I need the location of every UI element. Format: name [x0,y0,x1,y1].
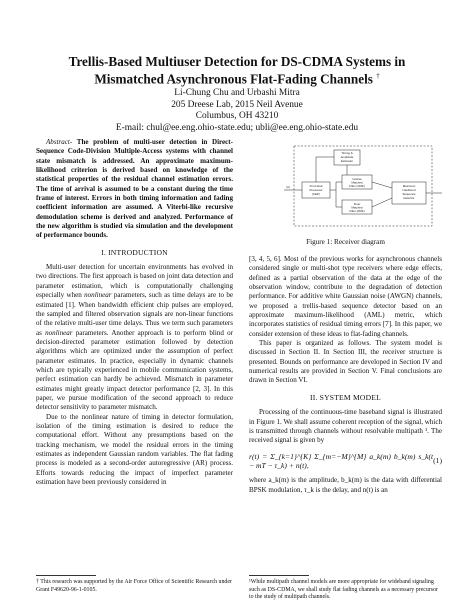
footnote-rule-left [36,575,96,576]
mlsd-label-4: Detector [403,196,415,200]
section-heading-introduction: I. INTRODUCTION [101,247,168,257]
fep-label-3: (FEP) [312,192,320,196]
system-paragraph-2: where a_k(m) is the amplitude, b_k(m) is the data with differential BPSK modulation, τ_k is the delay, and n(t) is an [249,476,442,494]
receiver-diagram [282,142,452,234]
right-paragraph-1: [3, 4, 5, 6]. Most of the previous works for asynchronous channels considered single or multi-shot type receivers where edge effects, defined as a partial observation of the data at the edge of the observation window, contribute to the degradation of detection performance. For additive white Gaussian noise (AWGN) channels, we proposed a trellis-based sequence detector based on an approximate maximum-likelihood (AML) metric, which incorporates statistics of residual timing errors [7]. In this paper, we consider extension of these ideas to flat-fading channels. [249,255,442,338]
equation-body: Σ_{k=1}^{K} Σ_{m=−M}^{M} a_k(m) b_k(m) s_k(t − mT − τ_k) + n(t), [249,451,434,470]
left-footnote-area [36,571,233,594]
fmf-label-1: Finer [353,202,361,206]
author-block [20,88,454,134]
title-line-2: Mismatched Asynchronous Flat-Fading Channels [94,71,373,87]
paper-title [20,54,454,86]
title-line-1: Trellis-Based Multiuser Detection for DS-CDMA Systems in [68,54,406,69]
right-paragraph-2: This paper is organized as follows. The system model is discussed in Section II. In Section III, the receiver structure is presented. Bounds on performance are developed in Section IV and numerical results are provided in Section V. Final conclusions are drawn in Section VI. [249,339,442,385]
cmf-label-2: Matched [351,180,363,185]
cmf-label-1: Coarse [352,177,362,181]
footnote-rule-right [249,575,309,576]
system-paragraph-1: Processing of the continuous-time baseband signal is illustrated in Figure 1. We shall assume coherent reception of the signal, which is transmitted through channels without resolvable multipath ¹. The received signal is given by [249,408,442,445]
mlsd-label-3: Sequence [402,192,416,196]
timing-label-1: Timing & [341,151,353,155]
timing-label-3: Estimator [340,159,354,163]
mlsd-label-1: Maximum [402,184,416,188]
title-footnote-mark: † [376,72,380,80]
intro-paragraph-2: Due to the nonlinear nature of timing in detector formulation, isolation of the timing estimation is desired to reduce the computational effort. Without any presumptions based on the tracking mechanism, we model the residual errors in the timing estimates as independent Gaussian random variables. The flat fading process is modeled as a second-order autoregressive (AR) process. Efforts towards reducing the impact of imperfect parameter estimation have been previously considered in [36,412,233,487]
author-email: E-mail: chul@ee.eng.ohio-state.edu; ubli@ee.eng.ohio-state.edu [115,122,359,133]
footnote-funding: † This research was supported by the Air Force Office of Scientific Research under Grant F49620-96-1-0105. [36,579,232,593]
mlsd-label-2: Likelihood [402,188,416,192]
input-label: r(t) [286,185,290,189]
equation-1 [249,452,442,471]
right-column [249,255,442,495]
fep-label-2: Processor [309,188,323,192]
footnote-multipath: ¹While multipath channel models are more appropriate for wideband signaling such as DS-CDMA, we shall study flat fading channels as a necessary precursor to the study of multipath channels. [249,579,438,600]
fmf-label-3: Filter (FMF) [349,209,365,213]
timing-label-2: Amplitude [340,155,354,159]
abstract [36,138,233,241]
author-names: Li-Chung Chu and Urbashi Mitra [174,88,300,98]
intro-paragraph-1: Multi-user detection for uncertain environments has evolved in two directions. The first approach is based on joint data detection and parameter estimation, which is computationally challenging especially when nonlinear parameters, such as time delays are to be estimated [1]. When bandwidth efficient chip pulses are employed, the sampled and filtered observation signals are non-linear functions of the relative multi-user time delays. Thus we term such parameters as nonlinear parameters. Another approach is to perform blind or decision-directed parameter estimation followed by detection algorithms which are optimized under the assumption of perfect parameter estimates. In practice, especially in dynamic channels which are typically experienced in mobile communication systems, perfect estimation can hardly be achieved. Mismatch in parameter estimates might greatly impact detector performance [2, 3]. In this paper, we pursue modification of the second approach to reduce detector sensitivity to parameter mismatch. [36,263,233,412]
abstract-label: Abstract- [46,138,73,146]
section-heading-system-model: II. SYSTEM MODEL [310,392,381,402]
abstract-text: The problem of multi-user detection in Direct-Sequence Code-Division Multiple-Access systems with channel state mismatch is addressed. An approximate maximum-likelihood criterion is derived based on knowledge of the statistical properties of the residual channel estimation errors. The time of arrival is assumed to be a constant during the time frame of interest. Errors in both timing information and fading coefficient information are assumed. A Viterbi-like recursive demodulation scheme is derived and analyzed. Performance of the new algorithm is studied via simulation and the development of performance bounds. [36,138,233,240]
equation-lhs: r(t) = [249,451,271,461]
equation-number: (1) [433,456,442,466]
cmf-label-3: Filter (CMF) [349,184,365,188]
left-column [36,138,233,487]
fep-label-1: Front End [309,184,323,188]
figure-caption: Figure 1: Receiver diagram [306,238,385,246]
author-address-2: Columbus, OH 43210 [195,111,279,122]
fmf-label-2: Matched [351,205,363,210]
receiver-diagram-svg [282,142,452,234]
author-address-1: 205 Dreese Lab, 2015 Neil Avenue [171,99,303,110]
right-footnote-area [249,571,442,602]
